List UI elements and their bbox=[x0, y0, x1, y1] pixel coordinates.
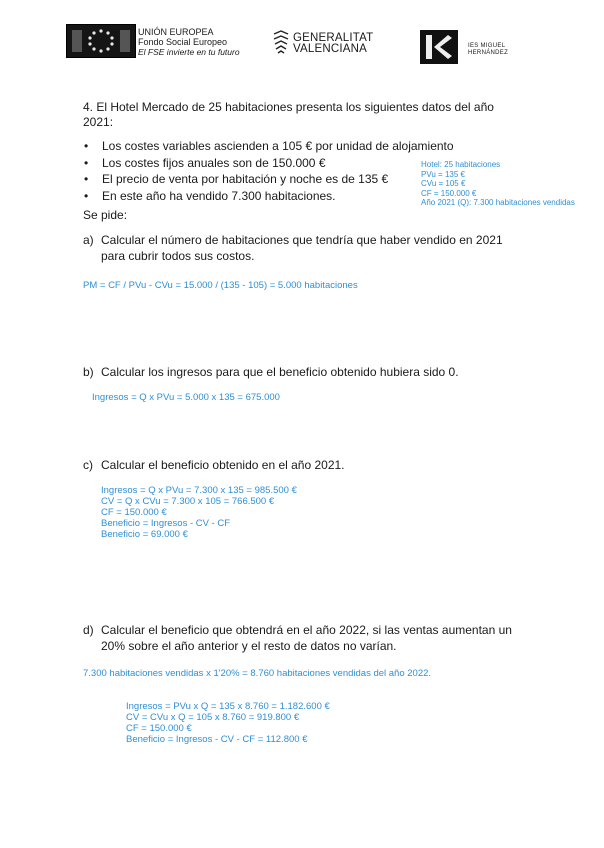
part-c-answer bbox=[101, 485, 297, 540]
part-c-text1: Calcular el beneficio obtenido en el año 2021. bbox=[101, 458, 345, 472]
note-line: Hotel: 25 habitaciones bbox=[421, 160, 501, 169]
answer-line: Beneficio = 69.000 € bbox=[101, 529, 188, 540]
note-line: PVu = 135 € bbox=[421, 169, 465, 179]
part-c-question bbox=[83, 457, 345, 473]
part-d-text1: Calcular el beneficio que obtendrá en el año 2022, si las ventas aumentan un bbox=[101, 623, 512, 637]
answer-line: Beneficio = Ingresos - CV - CF bbox=[101, 518, 231, 529]
ies-logo-text bbox=[468, 43, 508, 57]
part-a-question bbox=[83, 232, 523, 264]
answer-line: Ingresos = Q x PVu = 5.000 x 135 = 675.000 bbox=[92, 392, 280, 403]
part-a-text1: Calcular el número de habitaciones que tendría que haber vendido en 2021 bbox=[101, 233, 503, 247]
eu-line1: UNIÓN EUROPEA bbox=[138, 27, 214, 37]
generalitat-crest-icon bbox=[272, 30, 290, 56]
answer-line: PM = CF / PVu - CVu = 15.000 / (135 - 105) = 5.000 habitaciones bbox=[83, 280, 358, 291]
ies-logo-icon bbox=[420, 30, 458, 64]
eu-line3: El FSE invierte en tu futuro bbox=[138, 47, 240, 57]
bullet-fixed-costs: • Los costes fijos anuales son de 150.000 € bbox=[84, 155, 454, 172]
note-line: Año 2021 (Q): 7.300 habitaciones vendidas bbox=[421, 198, 575, 207]
se-pide-label: Se pide: bbox=[83, 208, 128, 222]
generalitat-logo-text bbox=[293, 33, 373, 55]
handwritten-notes bbox=[421, 160, 575, 208]
bullet-sale-price: • El precio de venta por habitación y noche es de 135 € bbox=[84, 171, 454, 188]
part-d-answer-intro: 7.300 habitaciones vendidas x 1'20% = 8.760 habitaciones vendidas del año 2022. bbox=[83, 668, 432, 679]
part-b-text1: Calcular los ingresos para que el beneficio obtenido hubiera sido 0. bbox=[101, 365, 459, 379]
answer-line: CV = Q x CVu = 7.300 x 105 = 766.500 € bbox=[101, 496, 275, 507]
part-d-text2: 20% sobre el año anterior y el resto de datos no varían. bbox=[101, 639, 397, 653]
part-d-answer bbox=[126, 701, 330, 745]
part-b-question bbox=[83, 364, 459, 380]
gv-line1: GENERALITAT bbox=[293, 32, 374, 44]
answer-line: CF = 150.000 € bbox=[101, 507, 167, 518]
answer-line: Ingresos = PVu x Q = 135 x 8.760 = 1.182.600 € bbox=[126, 701, 330, 712]
eu-logo-text bbox=[138, 27, 240, 57]
part-d-question bbox=[83, 622, 523, 654]
bullet-rooms-sold: • En este año ha vendido 7.300 habitaciones. bbox=[84, 188, 454, 205]
part-a-text2: para cubrir todos sus costos. bbox=[101, 249, 255, 263]
note-line: CF = 150.000 € bbox=[421, 188, 477, 198]
answer-line: Ingresos = Q x PVu = 7.300 x 135 = 985.500 € bbox=[101, 485, 297, 496]
answer-line: CV = CVu x Q = 105 x 8.760 = 919.800 € bbox=[126, 712, 300, 723]
bullet-variable-costs: • Los costes variables ascienden a 105 € por unidad de alojamiento bbox=[84, 138, 454, 155]
eu-line2: Fondo Social Europeo bbox=[138, 37, 228, 47]
note-line: CVu = 105 € bbox=[421, 179, 466, 188]
part-a-letter: a) bbox=[83, 233, 94, 247]
part-d-letter: d) bbox=[83, 623, 94, 637]
part-c-letter: c) bbox=[83, 458, 93, 472]
answer-line: Beneficio = Ingresos - CV - CF = 112.800 € bbox=[126, 734, 308, 745]
data-bullet-list bbox=[84, 138, 454, 204]
part-a-answer bbox=[83, 280, 358, 291]
question-title: 4. El Hotel Mercado de 25 habitaciones presenta los siguientes datos del año 2021: bbox=[83, 100, 494, 129]
ies-line1: IES MIGUEL bbox=[468, 43, 506, 49]
eu-flag-logo bbox=[66, 24, 136, 58]
ies-line2: HERNÁNDEZ bbox=[468, 50, 509, 56]
gv-line2: VALENCIANA bbox=[293, 43, 368, 55]
part-b-answer bbox=[92, 392, 280, 403]
answer-line: CF = 150.000 € bbox=[126, 723, 192, 734]
part-b-letter: b) bbox=[83, 365, 94, 379]
